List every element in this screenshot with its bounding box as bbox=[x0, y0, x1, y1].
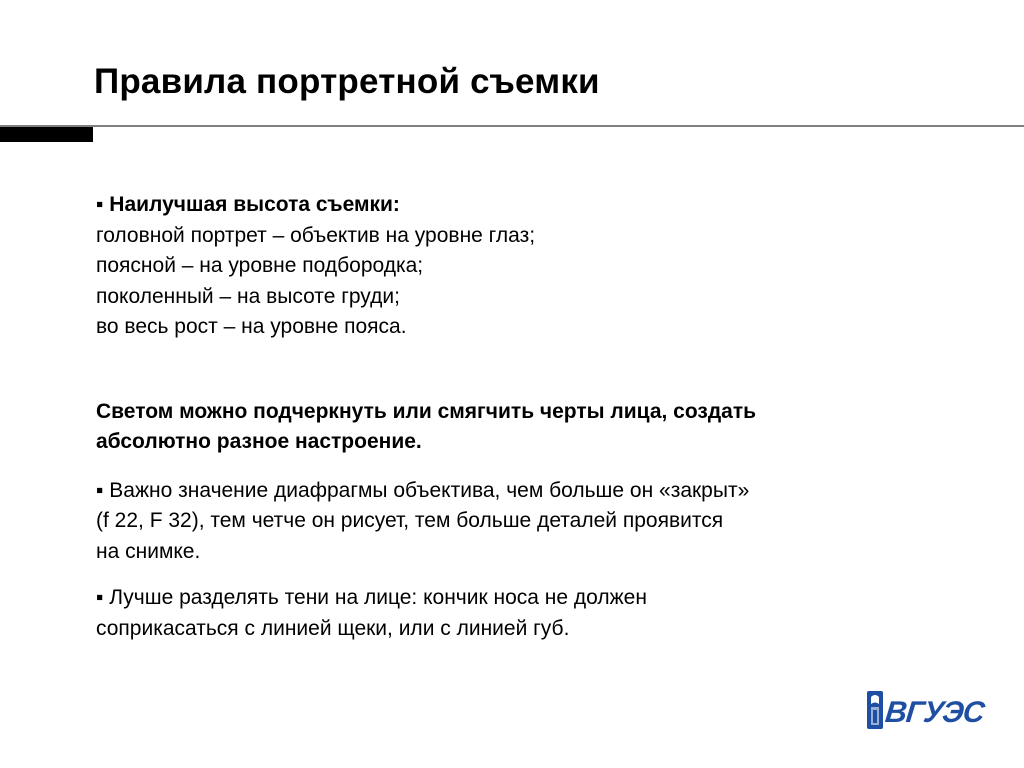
shooting-height-line: во весь рост – на уровне пояса. bbox=[96, 315, 407, 338]
emblem-icon bbox=[867, 691, 883, 729]
shooting-height-line: головной портрет – объектив на уровне глаз; bbox=[96, 223, 536, 247]
shadows-line: соприкасаться с линией щеки, или с линией губ. bbox=[96, 616, 570, 640]
shadows-line: ▪ Лучше разделять тени на лице: кончик носа не должен bbox=[96, 586, 647, 609]
university-logo bbox=[864, 688, 989, 732]
spacer bbox=[96, 343, 926, 397]
lighting-section bbox=[96, 397, 926, 458]
aperture-line: (f 22, F 32), тем четче он рисует, тем больше деталей проявится bbox=[96, 509, 724, 532]
slide-body bbox=[96, 190, 926, 644]
vguesm-logo-icon bbox=[864, 688, 989, 732]
aperture-section bbox=[96, 476, 926, 568]
spacer bbox=[96, 458, 926, 476]
shooting-height-heading: ▪ Наилучшая высота съемки: bbox=[96, 193, 400, 216]
logo-wordmark: ВГУЭС bbox=[883, 696, 986, 729]
lighting-line: абсолютно разное настроение. bbox=[96, 430, 422, 453]
slide-title: Правила портретной съемки bbox=[94, 62, 600, 101]
lighting-line: Светом можно подчеркнуть или смягчить черты лица, создать bbox=[96, 399, 757, 423]
aperture-line: на снимке. bbox=[96, 539, 201, 563]
shooting-height-section bbox=[96, 190, 926, 343]
shooting-height-line: поколенный – на высоте груди; bbox=[96, 284, 400, 308]
aperture-line: ▪ Важно значение диафрагмы объектива, чем больше он «закрыт» bbox=[96, 478, 750, 502]
shadows-section bbox=[96, 583, 926, 644]
shooting-height-line: поясной – на уровне подбородка; bbox=[96, 254, 424, 277]
title-underline bbox=[0, 125, 1024, 127]
title-accent-bar bbox=[0, 127, 93, 142]
spacer bbox=[96, 567, 926, 583]
